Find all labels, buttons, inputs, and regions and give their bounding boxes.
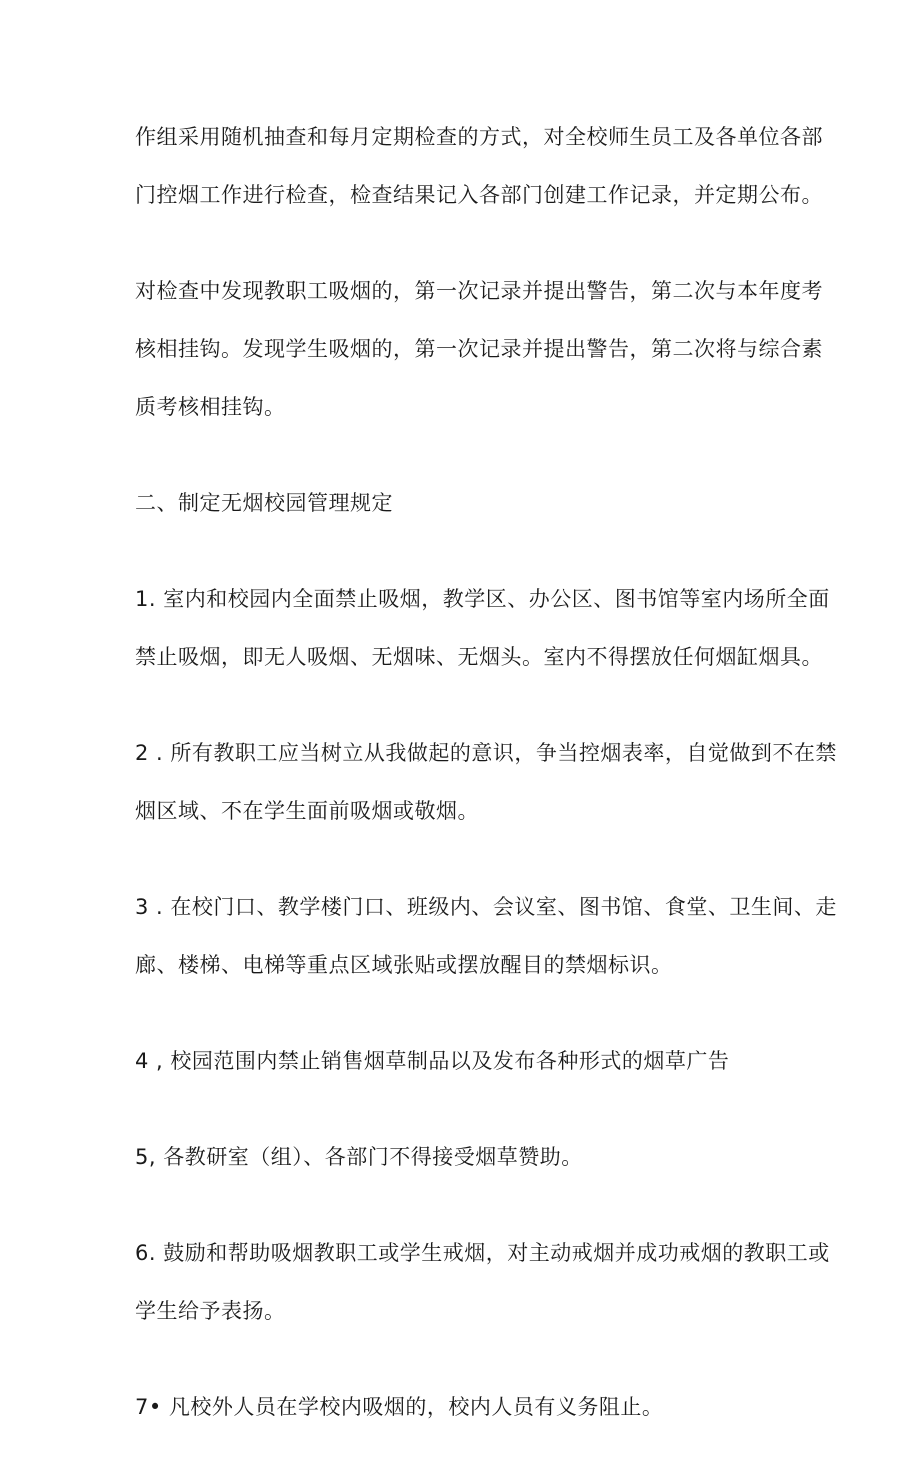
text-line: 廊、楼梯、电梯等重点区域张贴或摆放醒目的禁烟标识。 xyxy=(135,953,673,977)
text-line: 门控烟工作进行检查，检查结果记入各部门创建工作记录，并定期公布。 xyxy=(135,183,823,207)
rule-item-2 xyxy=(135,724,837,840)
rule-item-4 xyxy=(135,1032,795,1090)
text-line: 5, 各教研室（组）、各部门不得接受烟草赞助。 xyxy=(135,1145,583,1169)
text-line: 作组采用随机抽查和每月定期检查的方式，对全校师生员工及各单位各部 xyxy=(135,125,823,149)
paragraph-inspection-method xyxy=(135,108,823,224)
text-line: 核相挂钩。发现学生吸烟的，第一次记录并提出警告，第二次将与综合素 xyxy=(135,337,823,361)
rule-item-6 xyxy=(135,1224,830,1340)
rule-item-3 xyxy=(135,878,837,994)
document-body xyxy=(135,108,837,1474)
text-line: 学生给予表扬。 xyxy=(135,1299,286,1323)
text-line: 质考核相挂钩。 xyxy=(135,395,286,419)
text-line: 禁止吸烟，即无人吸烟、无烟味、无烟头。室内不得摆放任何烟缸烟具。 xyxy=(135,645,823,669)
text-line: 1. 室内和校园内全面禁止吸烟，教学区、办公区、图书馆等室内场所全面 xyxy=(135,587,830,611)
section-heading xyxy=(135,474,795,532)
text-line: 4 , 校园范围内禁止销售烟草制品以及发布各种形式的烟草广告 xyxy=(135,1049,730,1073)
paragraph-violation-handling xyxy=(135,262,823,436)
rule-item-1 xyxy=(135,570,830,686)
text-line: 7• 凡校外人员在学校内吸烟的，校内人员有义务阻止。 xyxy=(135,1395,664,1419)
text-line: 6. 鼓励和帮助吸烟教职工或学生戒烟，对主动戒烟并成功戒烟的教职工或 xyxy=(135,1241,830,1265)
text-line: 对检查中发现教职工吸烟的，第一次记录并提出警告，第二次与本年度考 xyxy=(135,279,823,303)
rule-item-7 xyxy=(135,1378,795,1436)
text-line: 3 . 在校门口、教学楼门口、班级内、会议室、图书馆、食堂、卫生间、走 xyxy=(135,895,837,919)
text-line: 烟区域、不在学生面前吸烟或敬烟。 xyxy=(135,799,479,823)
rule-item-5 xyxy=(135,1128,795,1186)
text-line: 2 . 所有教职工应当树立从我做起的意识，争当控烟表率，自觉做到不在禁 xyxy=(135,741,837,765)
heading-text: 二、制定无烟校园管理规定 xyxy=(135,491,393,515)
